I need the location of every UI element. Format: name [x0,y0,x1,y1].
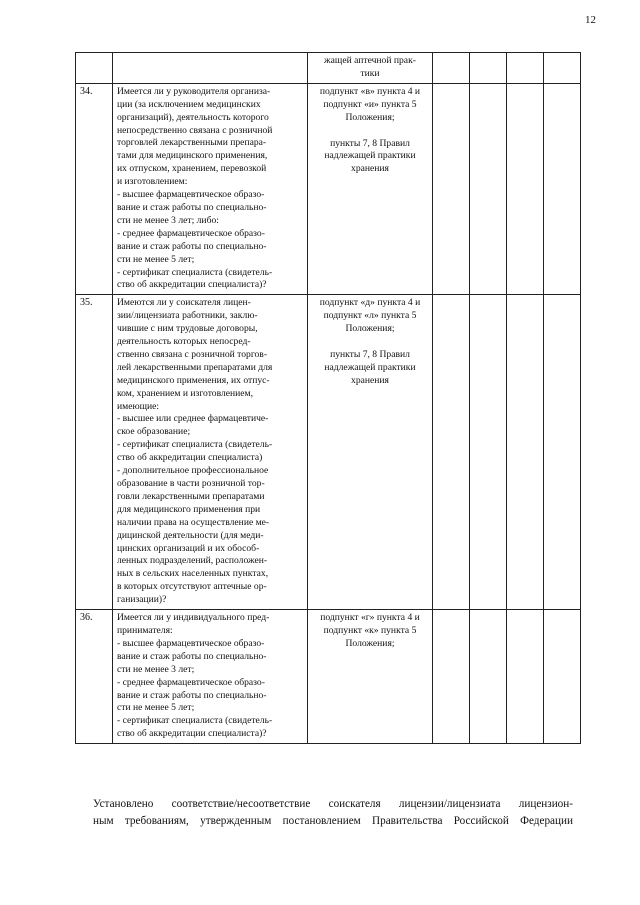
row-number-cell: 36. [76,610,113,744]
reference-cell [308,83,433,295]
question-line: ных в сельских населенных пунктах, [117,568,269,580]
question-line: ское образование; [117,426,191,438]
notes-cell [544,83,581,295]
question-line: и изготовлением: [117,176,188,188]
question-line: зии/лицензиата работники, заклю- [117,310,258,322]
reference-line: жащей аптечной прак- [324,55,416,66]
reference-cell [308,610,433,744]
conclusion-line: ным требованиям, утвержденным постановлением Правительства Российской Федерации [93,815,573,827]
question-line: для медицинского применения при [117,503,261,515]
conclusion-line: Установлено соответствие/несоответствие соискателя лицензии/лицензиата лицензион- [93,798,573,810]
question-line: - сертификат специалиста (свидетель- [117,266,273,278]
reference-spacer [312,125,428,138]
reference-line: подпункт «в» пункта 4 и [319,85,421,97]
question-line: ком, хранением и изготовлением, [117,387,254,399]
reference-line: надлежащей практики [324,361,416,373]
question-line: вание и стаж работы по специально- [117,240,267,252]
reference-line: надлежащей практики [324,150,416,162]
question-line: Имеется ли у руководителя организа- [117,85,271,97]
reference-line: подпункт «г» пункта 4 и [320,612,420,624]
row-number-cell [76,53,113,84]
question-line: ственно связана с розничной торгов- [117,348,268,360]
reference-line: Положения; [345,637,395,649]
question-cell [113,53,308,84]
reference-line: пункты 7, 8 Правил [330,349,410,361]
question-line: ции (за исключением медицинских [117,98,261,110]
question-line: сти не менее 3 лет; либо: [117,214,219,226]
answer-no-cell [470,53,507,84]
question-line: - высшее или среднее фармацевтиче- [117,413,269,425]
question-line: - сертификат специалиста (свидетель- [117,715,273,727]
question-line: сти не менее 5 лет; [117,253,195,265]
question-line: цинских организаций и их обособ- [117,542,260,554]
answer-na-cell [507,83,544,295]
question-cell [113,295,308,610]
question-line: наличии права на осуществление ме- [117,516,270,528]
question-line: Имеются ли у соискателя лицен- [117,297,251,309]
question-line: вание и стаж работы по специально- [117,689,267,701]
answer-yes-cell [433,83,470,295]
reference-line: хранения [351,163,389,175]
reference-line: подпункт «л» пункта 5 [323,310,417,322]
row-number-cell: 35. [76,295,113,610]
notes-cell [544,295,581,610]
answer-na-cell [507,53,544,84]
checklist-body [76,53,581,744]
question-line: в которых отсутствуют аптечные ор- [117,581,267,593]
question-line: вание и стаж работы по специально- [117,650,267,662]
table-row [76,295,581,610]
reference-line: Положения; [345,323,395,335]
question-line: медицинского применения, их отпус- [117,374,270,386]
question-line: - высшее фармацевтическое образо- [117,189,265,201]
page-number: 12 [585,14,596,26]
question-line: ство об аккредитации специалиста)? [117,279,267,291]
question-line: - среднее фармацевтическое образо- [117,227,265,239]
notes-cell [544,53,581,84]
answer-yes-cell [433,53,470,84]
question-line: - высшее фармацевтическое образо- [117,637,265,649]
question-line: торговлей лекарственными препара- [117,137,267,149]
row-number-cell: 34. [76,83,113,295]
question-line: тами для медицинского применения, [117,150,268,162]
question-line: - дополнительное профессиональное [117,465,269,477]
reference-line: подпункт «к» пункта 5 [323,624,417,636]
reference-line: Положения; [345,111,395,123]
question-line: - сертификат специалиста (свидетель- [117,439,273,451]
question-line: - среднее фармацевтическое образо- [117,676,265,688]
question-line: организаций), деятельность которого [117,111,269,123]
question-cell [113,610,308,744]
question-line: лей лекарственными препаратами для [117,361,273,373]
reference-line: подпункт «д» пункта 4 и [319,297,421,309]
question-line: их отпуском, хранением, перевозкой [117,163,267,175]
question-line: сти не менее 5 лет; [117,702,195,714]
reference-line: тики [360,67,380,79]
reference-spacer [312,336,428,349]
table-row-continuation [76,53,581,84]
reference-cell [308,295,433,610]
notes-cell [544,610,581,744]
reference-line: пункты 7, 8 Правил [330,137,410,149]
question-line: ство об аккредитации специалиста) [117,452,263,464]
question-line: имеющие: [117,400,160,412]
reference-line: подпункт «и» пункта 5 [323,98,417,110]
answer-na-cell [507,295,544,610]
checklist-table [75,52,581,744]
question-line: говли лекарственными препаратами [117,490,265,502]
question-line: образование в части розничной тор- [117,478,265,489]
answer-yes-cell [433,295,470,610]
reference-cell [308,53,433,84]
question-line: вание и стаж работы по специально- [117,201,267,213]
answer-no-cell [470,83,507,295]
question-line: Имеется ли у индивидуального пред- [117,612,270,624]
question-cell [113,83,308,295]
question-line: принимателя: [117,624,173,636]
answer-no-cell [470,610,507,744]
question-line: сти не менее 3 лет; [117,663,195,675]
answer-na-cell [507,610,544,744]
reference-line: хранения [351,374,389,386]
question-line: ганизации)? [117,594,167,606]
table-row [76,610,581,744]
conclusion-text [93,796,573,830]
answer-no-cell [470,295,507,610]
question-line: дицинской деятельности (для меди- [117,529,264,541]
question-line: чившие с ним трудовые договоры, [117,323,258,335]
question-line: непосредственно связана с розничной [117,124,273,136]
table-row [76,83,581,295]
answer-yes-cell [433,610,470,744]
question-line: деятельность которых непосред- [117,336,251,348]
question-line: ленных подразделений, расположен- [117,555,268,567]
question-line: ство об аккредитации специалиста)? [117,728,267,740]
